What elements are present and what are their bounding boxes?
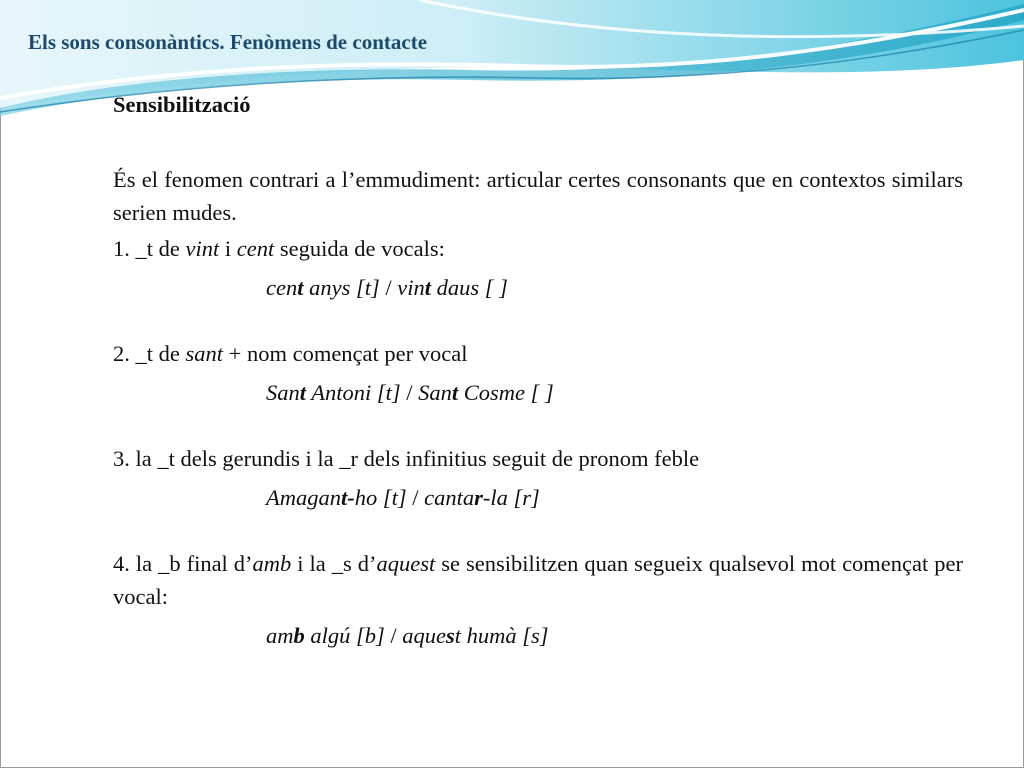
example-3-word-1-pre: Amagan <box>266 485 341 510</box>
rule-item-1 <box>113 232 963 265</box>
example-1-separator: / <box>379 275 398 300</box>
example-3-word-2-bold: r <box>474 485 483 510</box>
rule-item-4 <box>113 547 963 613</box>
example-2-word-2-post: Cosme [ ] <box>458 380 554 405</box>
example-1-word-1-bold: t <box>297 275 304 300</box>
intro-paragraph: És el fenomen contrari a l’emmudiment: articular certes consonants que en contextos similars serien mudes. <box>113 167 963 225</box>
rule-4-word-aquest: aquest <box>376 551 436 576</box>
rule-1-word-vint: vint <box>185 236 220 261</box>
rule-4-text-a: 4. la _b final d’ <box>113 551 253 576</box>
example-2-separator: / <box>400 380 419 405</box>
example-1-word-1-post: anys [t] <box>303 275 380 300</box>
rule-4-word-amb: amb <box>252 551 292 576</box>
example-1-word-2-pre: vin <box>397 275 425 300</box>
rule-4-text-b: i la _s d’ <box>291 551 377 576</box>
example-4-word-1-bold: b <box>293 623 305 648</box>
example-3-word-2-post: -la [r] <box>482 485 540 510</box>
example-2-word-1-bold: t <box>299 380 307 405</box>
rule-4-text-c: se sensibilitzen quan segueix qualsevol mot començat per vocal: <box>113 551 963 609</box>
example-4-separator: / <box>384 623 403 648</box>
rule-1-example <box>266 271 963 304</box>
rule-1-text-b: i <box>219 236 237 261</box>
example-4-word-2-post: t humà [s] <box>454 623 549 648</box>
rule-1-word-cent: cent <box>236 236 275 261</box>
example-4-word-2-pre: aque <box>402 623 447 648</box>
example-2-word-1-pre: San <box>266 380 300 405</box>
example-1-word-2-post: daus [ ] <box>431 275 508 300</box>
example-2-word-1-post: Antoni [t] <box>306 380 401 405</box>
slide-title: Els sons consonàntics. Fenòmens de contacte <box>28 30 428 54</box>
rule-3-example <box>266 481 963 514</box>
example-2-word-2-pre: San <box>418 380 452 405</box>
example-3-separator: / <box>406 485 425 510</box>
slide-content <box>113 88 963 652</box>
example-3-word-1-bold: t- <box>341 485 355 510</box>
rule-1-text-c: seguida de vocals: <box>274 236 445 261</box>
example-4-word-1-post: algú [b] <box>304 623 385 648</box>
rule-2-word-sant: sant <box>185 341 224 366</box>
section-heading: Sensibilització <box>113 92 251 117</box>
rule-2-example <box>266 376 963 409</box>
example-2-word-2-bold: t <box>451 380 459 405</box>
example-3-word-2-pre: canta <box>424 485 475 510</box>
example-4-word-2-bold: s <box>446 623 455 648</box>
rule-2-text-b: + nom començat per vocal <box>223 341 468 366</box>
rule-item-2 <box>113 337 963 370</box>
rule-2-text-a: 2. _t de <box>113 341 186 366</box>
rule-item-3: 3. la _t dels gerundis i la _r dels infinitius seguit de pronom feble <box>113 446 700 471</box>
example-4-word-1-pre: am <box>266 623 294 648</box>
rule-1-text-a: 1. _t de <box>113 236 186 261</box>
example-3-word-1-post: ho [t] <box>354 485 407 510</box>
rule-4-example <box>266 619 963 652</box>
example-1-word-2-bold: t <box>424 275 432 300</box>
example-1-word-1-pre: cen <box>266 275 298 300</box>
